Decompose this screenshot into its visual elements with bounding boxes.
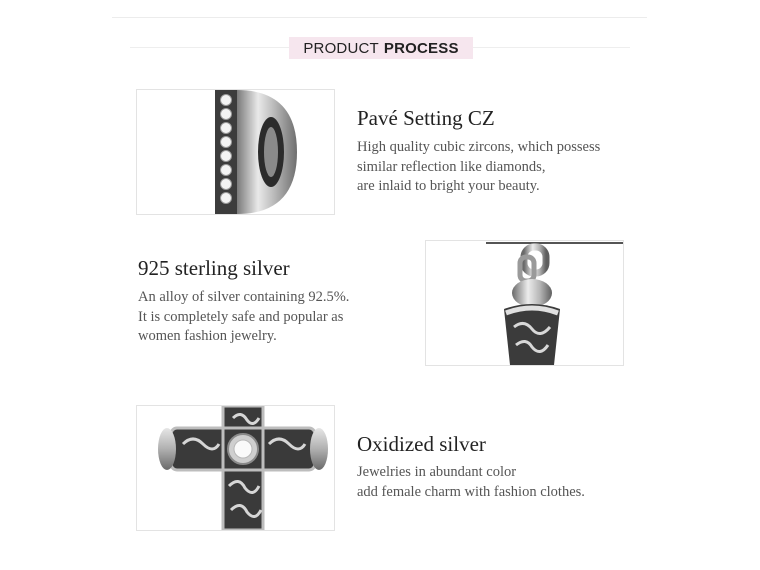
feature-title-sterling: 925 sterling silver xyxy=(138,256,290,280)
top-divider xyxy=(112,17,647,18)
feature-title-oxidized: Oxidized silver xyxy=(357,432,486,456)
header-bold-text: PROCESS xyxy=(383,39,459,57)
desc-line: women fashion jewelry. xyxy=(138,328,277,344)
feature-desc-pave xyxy=(357,138,600,197)
section-header xyxy=(289,37,473,59)
desc-line: High quality cubic zircons, which possess xyxy=(357,139,601,155)
desc-line: similar reflection like diamonds, xyxy=(357,158,546,175)
pave-bead-image xyxy=(136,89,335,215)
feature-title-pave: Pavé Setting CZ xyxy=(357,106,495,130)
desc-line: add female charm with fashion clothes. xyxy=(357,483,585,500)
desc-line: are inlaid to bright your beauty. xyxy=(357,178,540,194)
feature-desc-oxidized xyxy=(357,463,585,502)
desc-line: It is completely safe and popular as xyxy=(138,308,344,325)
oxidized-cross-image xyxy=(136,405,335,531)
desc-line: An alloy of silver containing 92.5%. xyxy=(138,289,350,305)
header-light-text: PRODUCT xyxy=(303,39,379,57)
desc-line: Jewelries in abundant color xyxy=(357,464,517,480)
feature-desc-sterling xyxy=(138,288,349,347)
sterling-dangle-image xyxy=(425,240,624,366)
